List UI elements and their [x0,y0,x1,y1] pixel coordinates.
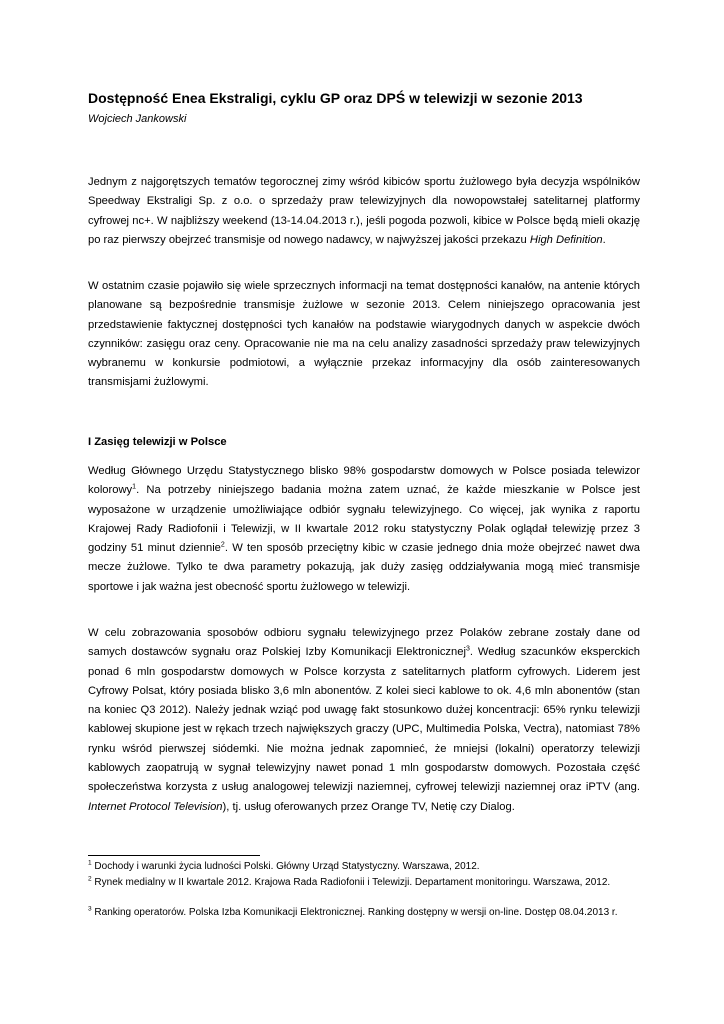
section-paragraph-2-part1: W celu zobrazowania sposobów odbioru sygnału telewizyjnego przez Polaków zebrane zostały dane od samych dostawców sygnału oraz Polskiej Izby Komunikacji Elektronicznej [88,627,640,659]
intro-paragraph-1-italic: High Definition [529,233,603,246]
section-paragraph-2 [88,624,640,817]
section-paragraph-2-part2: . Według szacunków eksperckich ponad 6 mln gospodarstw domowych w Polsce korzysta z satelitarnych platform cyfrowych. Liderem jest Cyfrowy Polsat, który posiada blisko 3,6 mln abonentów. Z kolei sieci kablowe to ok. 4,6 mln abonentów (stan na koniec Q3 2012). Należy jednak wziąć pod uwagę fakt stosunkowo dużej koncentracji: 65% rynku telewizji kablowej skupione jest w rękach trzech największych graczy (UPC, Multimedia Polska, Vectra), natomiast 78% rynku wśród pierwszej siódemki. Nie można jednak zapomnieć, że mniejsi (lokalni) operatorzy telewizji kablowych zaopatrują w sygnał telewizyjny nawet ponad 1 mln gospodarstw domowych. Pozostała część społeczeństwa korzysta z usług analogowej telewizji naziemnej, cyfrowej telewizji naziemnej oraz iPTV (ang. [88,646,640,794]
intro-paragraph-1-text: Jednym z najgorętszych tematów tegorocznej zimy wśród kibiców sportu żużlowego była decyzja wspólników Speedway Ekstraligi Sp. z o.o. o sprzedaży praw telewizyjnych dla nowopowstałej satelitarnej platformy cyfrowej nc+. W najbliższy weekend (13-14.04.2013 r.), jeśli pogoda pozwoli, kibice w Polsce będą mieli okazję po raz pierwszy obejrzeć transmisje od nowego nadawcy, w najwyższej jakości przekazu [88,176,640,246]
footnote-1 [88,860,648,874]
footnote-2-text: Rynek medialny w II kwartale 2012. Krajowa Rada Radiofonii i Telewizji. Departament monitoringu. Warszawa, 2012. [94,877,611,888]
intro-paragraph-2: W ostatnim czasie pojawiło się wiele sprzecznych informacji na temat dostępności kanałów, na antenie których planowane są bezpośrednie transmisje żużlowe w sezonie 2013. Celem niniejszego opracowania jest przedstawienie faktycznej dostępności tych kanałów na podstawie wiarygodnych danych w aspekcie dwóch czynników: zasięgu oraz ceny. Opracowanie nie ma na celu analizy zasadności sprzedaży praw telewizyjnych wybranemu w konkursie podmiotowi, a wyłącznie przekaz informacyjny dla osób zainteresowanych transmisjami żużlowymi. [88,280,640,389]
section-paragraph-1-part1: Według Głównego Urzędu Statystycznego blisko 98% gospodarstw domowych w Polsce posiada telewizor kolorowy [88,465,640,497]
section-paragraph-2-part3: ), tj. usług oferowanych przez Orange TV, Netię czy Dialog. [222,800,515,813]
footnote-2 [88,876,648,890]
section-paragraph-2-italic: Internet Protocol Television [88,800,223,813]
footnote-3-number: 3 [88,905,92,913]
footnote-1-number: 1 [88,859,92,867]
footnote-2-number: 2 [88,875,92,883]
footnote-1-text: Dochody i warunki życia ludności Polski. Główny Urząd Statystyczny. Warszawa, 2012. [94,861,480,872]
footnote-ref-1: 1 [132,483,137,491]
intro-paragraph-1-end: . [602,233,606,246]
footnote-ref-2: 2 [220,541,225,549]
footnote-ref-3: 3 [465,645,470,653]
document-author: Wojciech Jankowski [88,113,187,125]
section-heading: I Zasięg telewizji w Polsce [88,436,227,448]
footnote-separator [88,855,260,856]
intro-paragraph-1 [88,173,640,250]
section-paragraph-1 [88,462,640,597]
document-title: Dostępność Enea Ekstraligi, cyklu GP oraz DPŚ w telewizji w sezonie 2013 [88,90,583,106]
footnote-3-text: Ranking operatorów. Polska Izba Komunikacji Elektronicznej. Ranking dostępny w wersji on-line. Dostęp 08.04.2013 r. [94,907,618,918]
section-paragraph-1-part2: . Na potrzeby niniejszego badania można zatem uznać, że każde mieszkanie w Polsce jest wyposażone w urządzenie umożliwiające odbiór sygnału telewizyjnego. Co więcej, jak wynika z raportu Krajowej Rady Radiofonii i Telewizji, w II kwartale 2012 roku statystyczny Polak oglądał telewizję przez 3 godziny 51 minut dziennie [88,484,640,555]
section-paragraph-1-part3: . W ten sposób przeciętny kibic w czasie jednego dnia może obejrzeć nawet dwa mecze żużlowe. Tylko te dwa parametry pokazują, jak duży zasięg oddziaływania mogą mieć transmisje sportowe i jak ważna jest obecność sportu żużlowego w telewizji. [88,542,640,593]
footnote-3 [88,906,648,920]
